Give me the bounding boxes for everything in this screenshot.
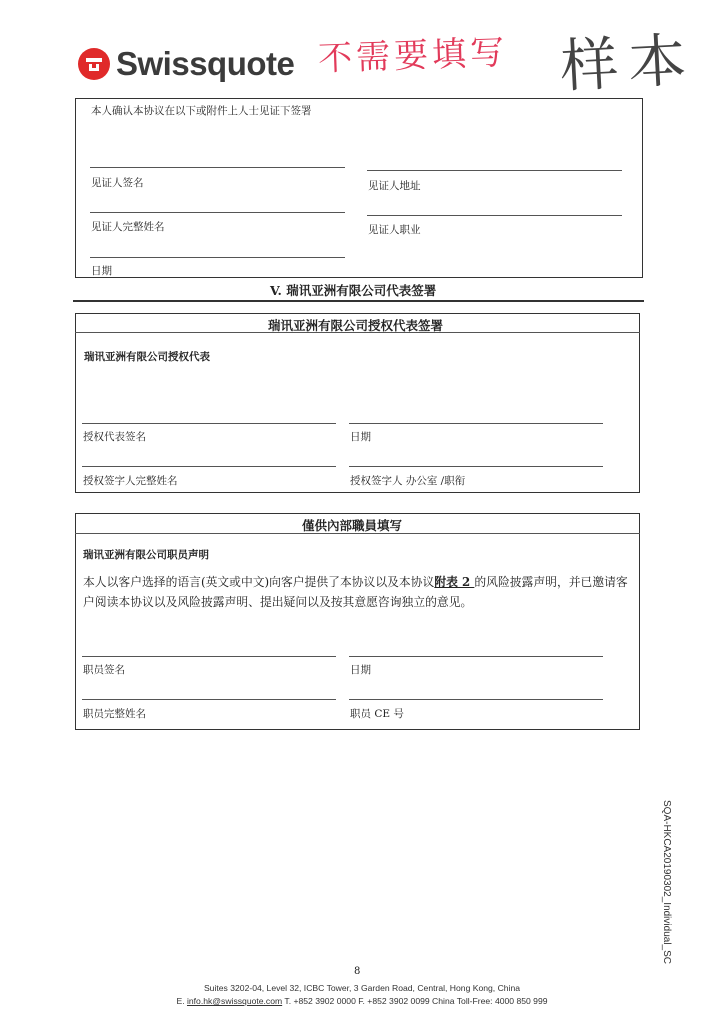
footer-address: Suites 3202-04, Level 32, ICBC Tower, 3 Garden Road, Central, Hong Kong, China [203, 983, 521, 993]
footer-email-link[interactable]: info.hk@swissquote.com [186, 996, 283, 1006]
logo-text: Swissquote [116, 45, 295, 82]
footer-email-prefix: E. [176, 996, 185, 1006]
signatory-name-line [82, 466, 336, 467]
staff-date-label: 日期 [350, 664, 371, 676]
section-v-rule [73, 300, 644, 302]
authorized-box-title: 瑞讯亚洲有限公司授权代表签署 [268, 318, 444, 333]
internal-subtitle: 瑞讯亚洲有限公司职员声明 [83, 549, 209, 561]
rep-date-label: 日期 [350, 431, 371, 443]
witness-address-line [367, 170, 622, 171]
swissquote-logo-icon [78, 48, 110, 80]
rep-signature-line [82, 423, 336, 424]
handwritten-note: 不需要填写 [317, 32, 509, 80]
document-code: SQA-HKCA20190302_Individual_SC [661, 800, 672, 964]
witness-full-name-line [90, 212, 345, 213]
staff-statement-before: 本人以客户选择的语言(英文或中文)向客户提供了本协议以及本协议 [83, 575, 435, 589]
schedule-2-link[interactable]: 附表 2 [434, 575, 475, 589]
authorized-subtitle: 瑞讯亚洲有限公司授权代表 [84, 351, 210, 363]
signatory-office-label: 授权签字人 办公室 /职衔 [350, 475, 466, 487]
witness-address-label: 见证人地址 [368, 180, 421, 192]
witness-occupation-line [367, 215, 622, 216]
staff-signature-label: 职员签名 [83, 664, 125, 676]
footer-contacts: T. +852 3902 0000 F. +852 3902 0099 China Toll-Free: 4000 850 999 [284, 996, 548, 1006]
page-number: 8 [354, 966, 361, 977]
section-v-title: V. 瑞讯亚洲有限公司代表签署 [270, 283, 437, 298]
internal-box [75, 513, 640, 730]
signatory-name-label: 授权签字人完整姓名 [83, 475, 178, 487]
staff-ce-line [349, 699, 603, 700]
footer-contacts-row [0, 996, 724, 1006]
witness-intro: 本人确认本协议在以下或附件上人士见证下签署 [91, 105, 312, 117]
witness-occupation-label: 见证人职业 [368, 224, 421, 236]
witness-signature-line [90, 167, 345, 168]
staff-date-line [349, 656, 603, 657]
witness-full-name-label: 见证人完整姓名 [91, 221, 165, 233]
staff-signature-line [82, 656, 336, 657]
signatory-office-line [349, 466, 603, 467]
staff-statement-after: 的风险披露声明，并已邀请客户阅读本协议以及风险披露声明、提出疑问以及按其意愿咨询独立的意见。 [83, 575, 628, 609]
staff-statement [83, 572, 631, 612]
rep-signature-label: 授权代表签名 [83, 431, 146, 443]
witness-date-line [90, 257, 345, 258]
witness-box [75, 98, 643, 278]
rep-date-line [349, 423, 603, 424]
witness-date-label: 日期 [91, 265, 112, 277]
staff-full-name-line [82, 699, 336, 700]
handwritten-stamp: 样本 [558, 25, 698, 101]
internal-box-title: 僅供內部職員填写 [302, 518, 403, 533]
staff-full-name-label: 职员完整姓名 [83, 708, 146, 720]
witness-signature-label: 见证人签名 [91, 177, 144, 189]
swissquote-logo [78, 44, 294, 84]
staff-ce-label: 职员 CE 号 [350, 708, 404, 720]
